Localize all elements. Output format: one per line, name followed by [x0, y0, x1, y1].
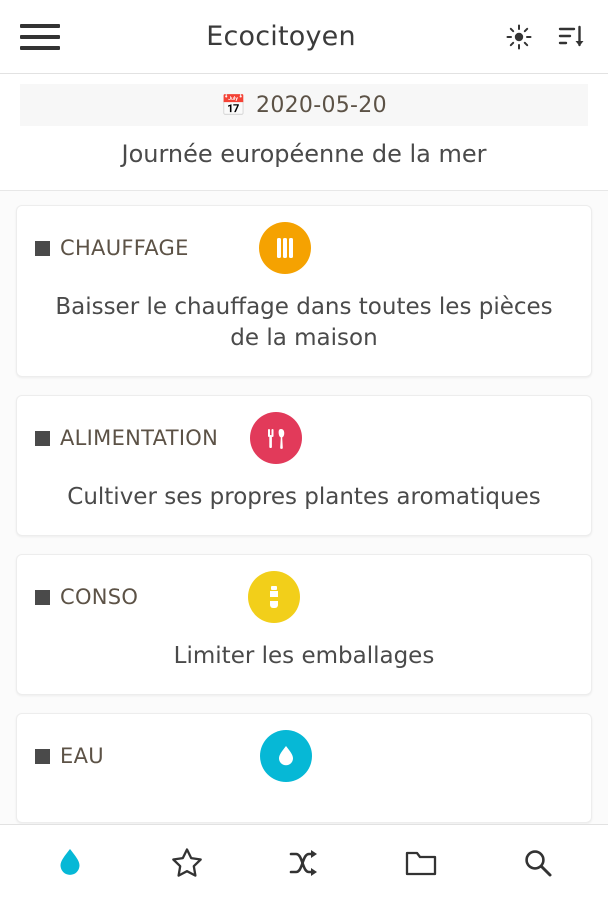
list-item[interactable]: [16, 395, 592, 536]
tip-text: Cultiver ses propres plantes aromatiques: [67, 484, 541, 511]
nav-search[interactable]: [506, 833, 570, 893]
category-label: [35, 236, 189, 260]
hamburger-menu-icon[interactable]: [20, 20, 60, 54]
tip-text: Limiter les emballages: [173, 643, 435, 670]
square-bullet-icon: [35, 590, 50, 605]
search-icon: [521, 846, 555, 880]
nav-shuffle[interactable]: [272, 833, 336, 893]
card-header: [35, 730, 573, 782]
app-bar-actions: [502, 20, 588, 54]
page-title: Ecocitoyen: [206, 21, 356, 52]
tips-list[interactable]: [0, 191, 608, 900]
cutlery-icon: [250, 412, 302, 464]
tip-text: Baisser le chauffage dans toutes les pièces de la maison: [55, 294, 553, 352]
list-item[interactable]: [16, 554, 592, 695]
app-bar: [0, 0, 608, 74]
square-bullet-icon: [35, 431, 50, 446]
card-header: [35, 571, 573, 623]
date-text: 2020-05-20: [256, 92, 387, 118]
calendar-icon: 📅: [221, 93, 247, 117]
date-header: [0, 74, 608, 191]
star-outline-icon: [169, 845, 205, 881]
square-bullet-icon: [35, 241, 50, 256]
category-text: CHAUFFAGE: [60, 236, 189, 260]
brightness-sun-icon[interactable]: [502, 20, 536, 54]
sort-descending-icon[interactable]: [554, 20, 588, 54]
square-bullet-icon: [35, 749, 50, 764]
folder-icon: [403, 846, 439, 880]
category-label: [35, 426, 218, 450]
date-row[interactable]: [20, 84, 588, 126]
card-header: [35, 222, 573, 274]
water-drop-icon: [260, 730, 312, 782]
radiator-icon: [259, 222, 311, 274]
category-label: [35, 744, 104, 768]
bottle-icon: [248, 571, 300, 623]
list-item[interactable]: [16, 713, 592, 823]
card-header: [35, 412, 573, 464]
category-text: EAU: [60, 744, 104, 769]
category-text: CONSO: [60, 585, 139, 610]
nav-folder[interactable]: [389, 833, 453, 893]
category-text: ALIMENTATION: [60, 426, 219, 451]
day-title: Journée européenne de la mer: [121, 140, 487, 168]
nav-favorites[interactable]: [155, 833, 219, 893]
nav-water[interactable]: [38, 833, 102, 893]
bottom-navigation: [0, 824, 608, 900]
shuffle-icon: [287, 846, 321, 880]
water-drop-icon: [53, 846, 87, 880]
list-item[interactable]: [16, 205, 592, 377]
category-label: [35, 585, 138, 609]
